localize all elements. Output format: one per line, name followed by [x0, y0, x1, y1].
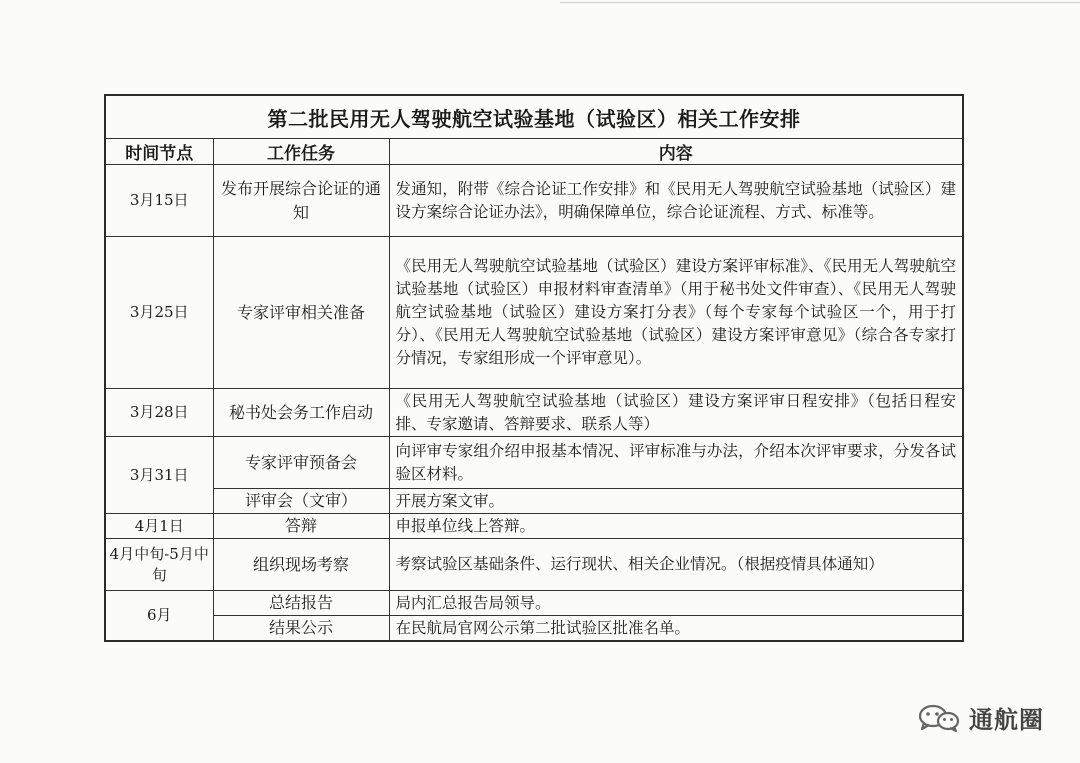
table-row [105, 437, 963, 489]
content-cell: 《民用无人驾驶航空试验基地（试验区）建设方案评审日程安排》（包括日程安排、专家邀请、答辩要求、联系人等） [389, 389, 963, 437]
header-task: 工作任务 [213, 139, 389, 165]
time-cell: 3月25日 [105, 237, 213, 389]
content-cell: 在民航局官网公示第二批试验区批准名单。 [389, 616, 963, 642]
task-cell: 结果公示 [213, 616, 389, 642]
table-title: 第二批民用无人驾驶航空试验基地（试验区）相关工作安排 [105, 95, 963, 139]
time-cell: 6月 [105, 591, 213, 642]
work-schedule-table [104, 94, 964, 642]
content-cell: 《民用无人驾驶航空试验基地（试验区）建设方案评审标准》、《民用无人驾驶航空试验基地（试验区）申报材料审查清单》（用于秘书处文件审查）、《民用无人驾驶航空试验基地（试验区）建设方案打分表》（每个专家每个试验区一个，用于打分）、《民用无人驾驶航空试验基地（试验区）建设方案评审意见》（综合各专家打分情况，专家组形成一个评审意见）。 [389, 237, 963, 389]
task-cell: 专家评审相关准备 [213, 237, 389, 389]
header-content: 内容 [389, 139, 963, 165]
task-cell: 专家评审预备会 [213, 437, 389, 489]
table-row [105, 539, 963, 591]
task-cell: 发布开展综合论证的通知 [213, 165, 389, 237]
time-cell: 3月31日 [105, 437, 213, 514]
table-row [105, 165, 963, 237]
watermark [917, 700, 1044, 735]
table-header-row [105, 139, 963, 165]
task-cell: 评审会（文审） [213, 489, 389, 514]
content-cell: 局内汇总报告局领导。 [389, 591, 963, 616]
task-cell: 秘书处会务工作启动 [213, 389, 389, 437]
wechat-icon [917, 703, 961, 733]
task-cell: 答辩 [213, 514, 389, 539]
content-cell: 开展方案文审。 [389, 489, 963, 514]
content-cell: 考察试验区基础条件、运行现状、相关企业情况。（根据疫情具体通知） [389, 539, 963, 591]
time-cell: 4月1日 [105, 514, 213, 539]
table-row [105, 389, 963, 437]
time-cell: 4月中旬-5月中旬 [105, 539, 213, 591]
table-row [105, 489, 963, 514]
content-cell: 向评审专家组介绍申报基本情况、评审标准与办法，介绍本次评审要求，分发各试验区材料。 [389, 437, 963, 489]
task-cell: 总结报告 [213, 591, 389, 616]
content-cell: 发通知，附带《综合论证工作安排》和《民用无人驾驶航空试验基地（试验区）建设方案综合论证办法》，明确保障单位，综合论证流程、方式、标准等。 [389, 165, 963, 237]
time-cell: 3月28日 [105, 389, 213, 437]
table-row [105, 616, 963, 642]
watermark-text: 通航圈 [969, 706, 1044, 734]
header-time: 时间节点 [105, 139, 213, 165]
scan-edge-line [560, 2, 1080, 3]
table-row [105, 237, 963, 389]
table-row [105, 514, 963, 539]
task-cell: 组织现场考察 [213, 539, 389, 591]
time-cell: 3月15日 [105, 165, 213, 237]
table-row [105, 591, 963, 616]
content-cell: 申报单位线上答辩。 [389, 514, 963, 539]
